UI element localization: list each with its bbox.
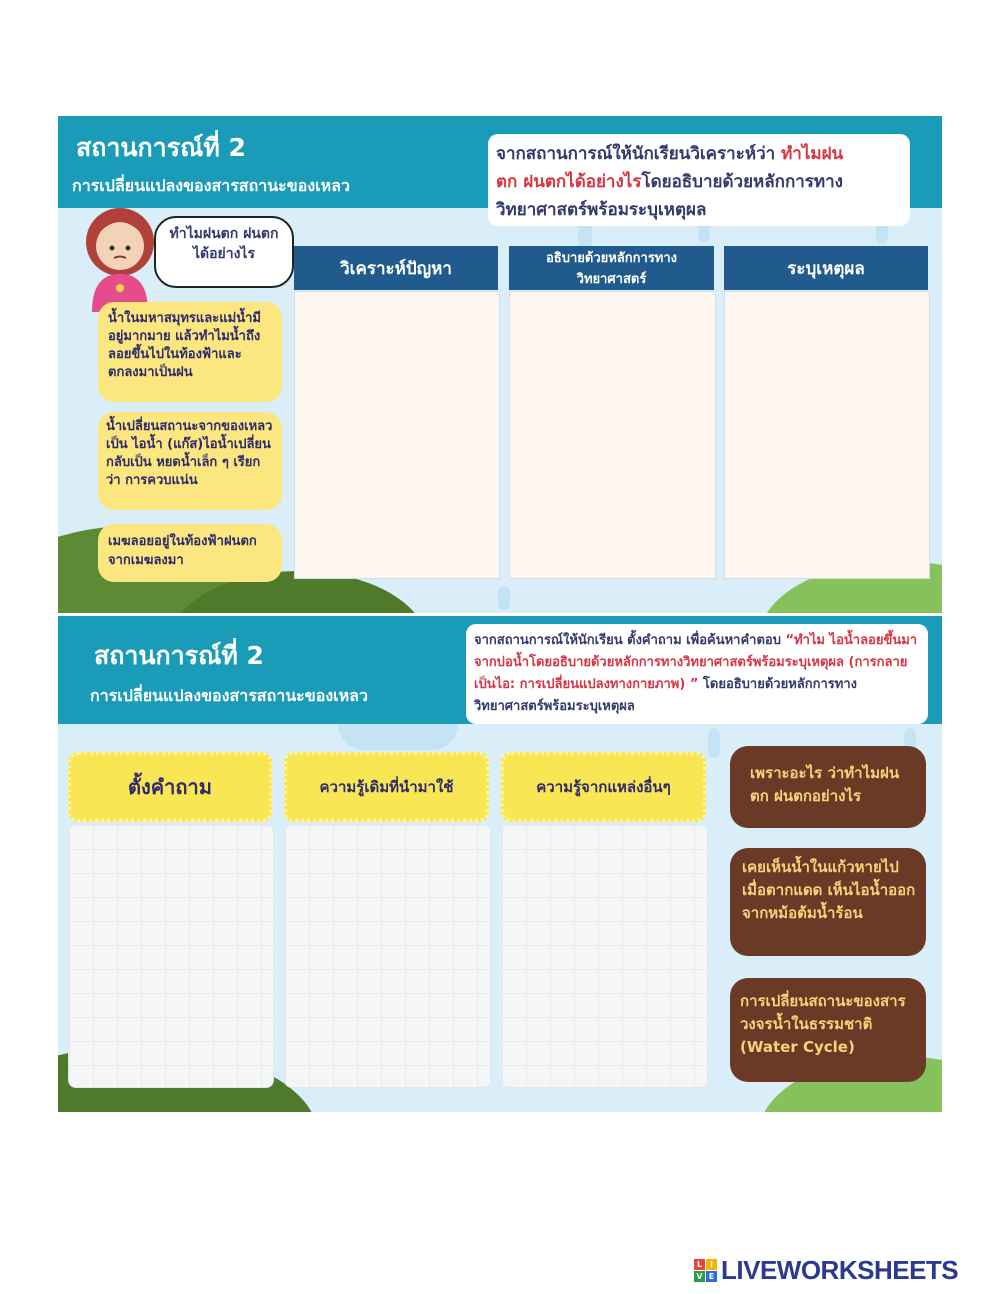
instruction-box [488, 134, 910, 226]
instruction-box [466, 624, 928, 724]
situation-panel-2 [58, 616, 942, 1112]
column-header-reason: ระบุเหตุผล [724, 246, 928, 290]
column-header-question: ตั้งคำถาม [68, 752, 272, 822]
instruction-highlight: “ทำไม ไอน้ำลอยขึ้นมาจากบ่อน้ำโดยอธิบายด้วยหลักการทางวิทยาศาสตร์พร้อมระบุเหตุผล (การกลายเป็นไอ: การเปลี่ยนแปลงทางกายภาพ) ” [474, 633, 918, 692]
situation-title: สถานการณ์ที่ 2 [94, 641, 264, 670]
situation-panel-1 [58, 116, 942, 613]
answer-area-prior-knowledge[interactable] [284, 824, 491, 1088]
logo-wordmark: LIVEWORKSHEETS [721, 1255, 959, 1285]
logo-badge-icon: L I V E [694, 1259, 717, 1282]
hint-card: เมฆลอยอยู่ในท้องฟ้าฝนตกจากเมฆลงมา [98, 524, 282, 582]
hint-card: เคยเห็นน้ำในแก้วหายไปเมื่อตากแดด เห็นไอน้ำออกจากหม้อต้มน้ำร้อน [730, 848, 926, 956]
answer-area-explain[interactable] [509, 291, 716, 579]
instruction-text: โดยอธิบายด้วยหลักการทางวิทยาศาสตร์พร้อมระบุเหตุผล [474, 677, 857, 714]
instruction-text: จากสถานการณ์ให้นักเรียน ตั้งคำถาม เพื่อค้นหาคำตอบ [474, 633, 786, 648]
column-header-explain: อธิบายด้วยหลักการทางวิทยาศาสตร์ [509, 246, 714, 290]
instruction-highlight: ตก ฝนตกได้อย่างไร [496, 172, 642, 192]
raindrop-decoration [498, 586, 510, 610]
liveworksheets-logo [694, 1255, 958, 1286]
instruction-highlight: ทำไมฝน [781, 144, 844, 164]
hint-card: การเปลี่ยนสถานะของสาร วงจรน้ำในธรรมชาติ (Water Cycle) [730, 978, 926, 1082]
column-header-prior-knowledge: ความรู้เดิมที่นำมาใช้ [284, 752, 489, 822]
situation-subtitle: การเปลี่ยนแปลงของสารสถานะของเหลว [90, 686, 368, 705]
situation-subtitle: การเปลี่ยนแปลงของสารสถานะของเหลว [72, 176, 350, 195]
situation-title: สถานการณ์ที่ 2 [76, 133, 246, 162]
hint-card: เพราะอะไร ว่าทำไมฝนตก ฝนตกอย่างไร [730, 746, 926, 828]
answer-area-analyze[interactable] [294, 291, 500, 579]
thinking-girl-illustration [80, 202, 164, 312]
hint-card: น้ำเปลี่ยนสถานะจากของเหลว เป็น ไอน้ำ (แก๊ส)ไอน้ำเปลี่ยนกลับเป็น หยดน้ำเล็ก ๆ เรียกว่า การควบแน่น [98, 412, 282, 510]
raindrop-decoration [708, 728, 720, 758]
column-header-analyze: วิเคราะห์ปัญหา [294, 246, 498, 290]
instruction-text: จากสถานการณ์ให้นักเรียนวิเคราะห์ว่า [496, 144, 782, 164]
instruction-text: วิทยาศาสตร์พร้อมระบุเหตุผล [496, 200, 707, 220]
answer-area-question[interactable] [68, 824, 274, 1088]
water-bowl-decoration [338, 724, 458, 750]
column-header-other-sources: ความรู้จากแหล่งอื่นๆ [501, 752, 706, 822]
instruction-text: โดยอธิบายด้วยหลักการทาง [641, 172, 843, 192]
answer-area-reason[interactable] [724, 291, 930, 579]
speech-bubble: ทำไมฝนตก ฝนตกได้อย่างไร [154, 216, 294, 288]
answer-area-other-sources[interactable] [501, 824, 708, 1088]
hint-card: น้ำในมหาสมุทรและแม่น้ำมีอยู่มากมาย แล้วทำไมน้ำถึงลอยขึ้นไปในท้องฟ้าและตกลงมาเป็นฝน [98, 302, 282, 402]
